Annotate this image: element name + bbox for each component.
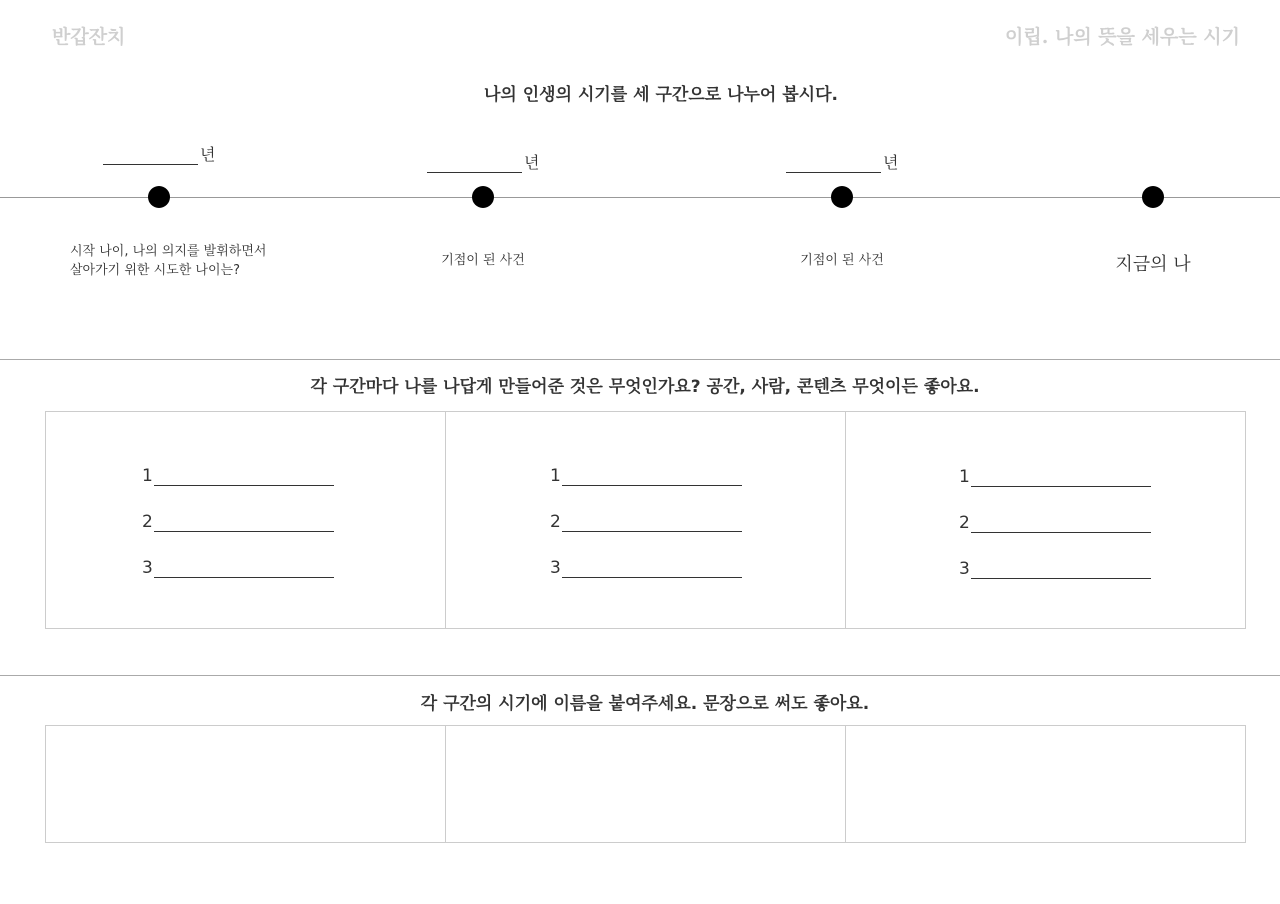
write-line — [971, 558, 1151, 579]
entry-3[interactable] — [142, 557, 334, 578]
entry-number: 1 — [142, 466, 153, 486]
year-blank — [103, 146, 198, 165]
period-names-table — [45, 725, 1246, 843]
entry-number: 1 — [550, 466, 561, 486]
period-cell-3 — [846, 412, 1245, 628]
year-input-1[interactable] — [103, 142, 215, 165]
now-label: 지금의 나 — [1115, 254, 1191, 275]
section2-title: 각 구간마다 나를 나답게 만들어준 것은 무엇인가요? 공간, 사람, 콘텐츠 무엇이든 좋아요. — [310, 377, 980, 397]
entry-1[interactable] — [142, 465, 334, 486]
period-cell-1 — [46, 412, 446, 628]
timeline-point-now — [1142, 186, 1164, 208]
section3-title: 각 구간의 시기에 이름을 붙여주세요. 문장으로 써도 좋아요. — [420, 694, 870, 714]
period-name-cell-1[interactable] — [46, 726, 446, 842]
entry-number: 3 — [959, 559, 970, 579]
start-label-line-2: 살아가기 위한 시도한 나이는? — [70, 263, 240, 278]
timeline-point-3 — [831, 186, 853, 208]
start-label-line-1: 시작 나이, 나의 의지를 발휘하면서 — [70, 244, 267, 259]
timeline-title: 나의 인생의 시기를 세 구간으로 나누어 봅시다. — [484, 85, 838, 105]
entry-number: 2 — [142, 512, 153, 532]
entry-number: 2 — [550, 512, 561, 532]
year-suffix: 년 — [524, 153, 540, 172]
period-name-cell-2[interactable] — [446, 726, 846, 842]
year-input-3[interactable] — [786, 150, 898, 173]
section-heading: 이립. 나의 뜻을 세우는 시기 — [1005, 26, 1240, 48]
entry-number: 1 — [959, 467, 970, 487]
write-line — [971, 512, 1151, 533]
entry-3[interactable] — [550, 557, 742, 578]
write-line — [562, 465, 742, 486]
entry-1[interactable] — [959, 466, 1151, 487]
year-blank — [427, 154, 522, 173]
entry-number: 2 — [959, 513, 970, 533]
entry-number: 3 — [142, 558, 153, 578]
section-divider-2 — [0, 675, 1280, 676]
start-age-label — [70, 242, 266, 280]
timeline-axis — [0, 197, 1280, 198]
entry-1[interactable] — [550, 465, 742, 486]
turning-point-label-1: 기점이 된 사건 — [441, 253, 525, 268]
write-line — [562, 557, 742, 578]
section-divider-1 — [0, 359, 1280, 360]
write-line — [154, 511, 334, 532]
entry-number: 3 — [550, 558, 561, 578]
entry-2[interactable] — [550, 511, 742, 532]
period-cell-2 — [446, 412, 846, 628]
entry-3[interactable] — [959, 558, 1151, 579]
entry-2[interactable] — [142, 511, 334, 532]
timeline-point-2 — [472, 186, 494, 208]
year-input-2[interactable] — [427, 150, 539, 173]
write-line — [154, 465, 334, 486]
period-influences-table — [45, 411, 1246, 629]
write-line — [154, 557, 334, 578]
period-name-cell-3[interactable] — [846, 726, 1245, 842]
timeline-point-start — [148, 186, 170, 208]
year-suffix: 년 — [883, 153, 899, 172]
write-line — [562, 511, 742, 532]
write-line — [971, 466, 1151, 487]
year-suffix: 년 — [200, 145, 216, 164]
entry-2[interactable] — [959, 512, 1151, 533]
brand-logo-text: 반갑잔치 — [52, 26, 126, 48]
year-blank — [786, 154, 881, 173]
turning-point-label-2: 기점이 된 사건 — [800, 253, 884, 268]
